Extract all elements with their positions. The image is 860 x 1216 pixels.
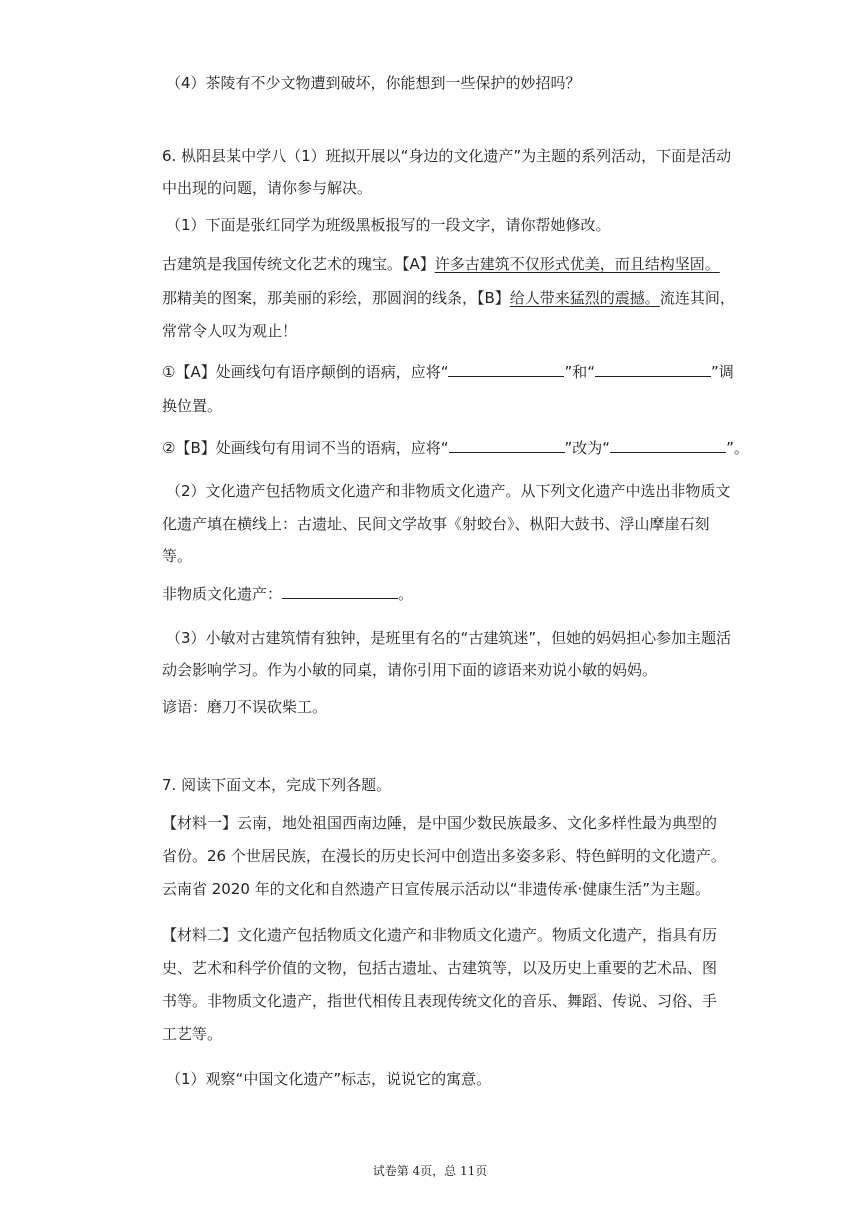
underlined-sentence-b: 给人带来猛烈的震撼。 [509, 289, 660, 307]
q6-passage-line1 [162, 254, 720, 274]
q7-material2-line3: 书等。非物质文化遗产，指世代相传且表现传统文化的音乐、舞蹈、传说、习俗、手 [162, 992, 718, 1010]
passage-text: 流连其间， [659, 289, 735, 307]
item-text: ”。 [726, 439, 749, 457]
q6-item1-line2: 换位置。 [162, 397, 223, 415]
q6-item1 [162, 362, 734, 382]
q6-stem-line1: 6. 枞阳县某中学八（1）班拟开展以“身边的文化遗产”为主题的系列活动，下面是活动 [162, 147, 732, 165]
q6-part3-line2: 动会影响学习。作为小敏的同桌，请你引用下面的谚语来劝说小敏的妈妈。 [162, 661, 658, 679]
answer-blank[interactable] [448, 362, 564, 377]
q7-stem: 7. 阅读下面文本，完成下列各题。 [162, 776, 392, 794]
item-text: ①【A】处画线句有语序颠倒的语病，应将“ [162, 363, 449, 381]
q6-part3-line1: （3）小敏对古建筑情有独钟，是班里有名的“古建筑迷”，但她的妈妈担心参加主题活 [166, 629, 732, 647]
q6-part2-line2: 化遗产填在横线上：古遗址、民间文学故事《射蛟台》、枞阳大鼓书、浮山摩崖石刻 [162, 515, 710, 533]
q6-part1-prompt: （1）下面是张红同学为班级黑板报写的一段文字，请你帮她修改。 [166, 216, 611, 234]
q7-material2-line1: 【材料二】文化遗产包括物质文化遗产和非物质文化遗产。物质文化遗产，指具有历 [162, 926, 718, 944]
answer-blank[interactable] [282, 584, 398, 599]
answer-label: 非物质文化遗产： [162, 585, 283, 603]
passage-text: 那精美的图案，那美丽的彩绘，那圆润的线条，【B】 [162, 289, 510, 307]
q6-stem-line2: 中出现的问题，请你参与解决。 [162, 179, 373, 197]
q7-material1-line3: 云南省 2020 年的文化和自然遗产日宣传展示活动以“非遗传承·健康生活”为主题。 [162, 880, 711, 898]
passage-text: 古建筑是我国传统文化艺术的瑰宝。【A】 [162, 255, 435, 273]
q6-item2 [162, 438, 749, 458]
answer-blank[interactable] [610, 438, 726, 453]
q6-proverb: 谚语：磨刀不误砍柴工。 [162, 698, 328, 716]
q7-part1: （1）观察“中国文化遗产”标志，说说它的寓意。 [166, 1070, 492, 1088]
q7-material1-line2: 省份。26 个世居民族，在漫长的历史长河中创造出多姿多彩、特色鲜明的文化遗产。 [162, 847, 726, 865]
q6-passage-line2 [162, 288, 735, 308]
item-text: ”调 [711, 363, 734, 381]
q6-part2-line1: （2）文化遗产包括物质文化遗产和非物质文化遗产。从下列文化遗产中选出非物质文 [166, 482, 731, 500]
q7-material2-line4: 工艺等。 [162, 1025, 223, 1043]
answer-blank[interactable] [449, 438, 565, 453]
q7-material1-line1: 【材料一】云南，地处祖国西南边陲，是中国少数民族最多、文化多样性最为典型的 [162, 814, 718, 832]
answer-blank[interactable] [595, 362, 711, 377]
answer-end: 。 [398, 585, 414, 603]
q6-part2-answer [162, 584, 413, 604]
q6-part2-line3: 等。 [162, 547, 193, 565]
q7-material2-line2: 史、艺术和科学价值的文物，包括古遗址、古建筑等，以及历史上重要的艺术品、图 [162, 959, 718, 977]
item-text: ”和“ [564, 363, 596, 381]
q5-part4: （4）茶陵有不少文物遭到破坏，你能想到一些保护的妙招吗？ [166, 74, 581, 92]
item-text: ②【B】处画线句有用词不当的语病，应将“ [162, 439, 449, 457]
q6-passage-line3: 常常令人叹为观止！ [162, 322, 298, 340]
item-text: ”改为“ [564, 439, 611, 457]
page-footer: 试卷第 4页，总 11页 [372, 1164, 488, 1178]
underlined-sentence-a: 许多古建筑不仅形式优美，而且结构坚固。 [434, 255, 720, 273]
